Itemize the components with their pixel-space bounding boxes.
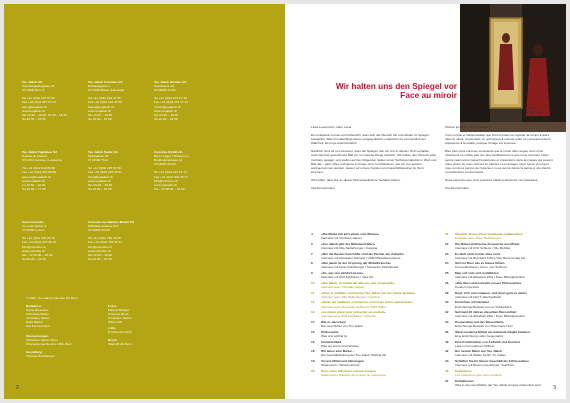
office-line: CH-8000 Zürich	[154, 88, 176, 93]
toc-page-number: 36	[445, 329, 449, 334]
office-line: Mo – Fr 09.00 – 18.30	[22, 252, 53, 257]
office-name: Teo Jakob AG	[22, 80, 43, 84]
credit-heading: Übersetzungen	[26, 334, 49, 338]
toc-item	[445, 271, 555, 279]
toc-subtitle: Interview avec Alexander Schlund / USM Haller	[321, 304, 386, 309]
credit-heading: Litho	[108, 326, 116, 330]
toc-item	[445, 340, 555, 348]
toc-page-number: 34	[445, 320, 449, 325]
office-line: www.colombo.ch	[88, 248, 112, 253]
toc-subtitle: Interview mit Alexander Schlund / USM Möbelbausysteme	[321, 255, 401, 260]
toc-page-number: 11	[311, 290, 315, 295]
toc-item	[311, 340, 439, 348]
toc-text	[321, 320, 363, 328]
office-line: www.teojakob.ch	[88, 108, 112, 113]
intro-paragraph: Natürlich sind wir uns bewusst, dass der Spiegel, den wir uns in diesem Heft vorhalten, auch das hier gezeichnete Bild vor so manche Dinge verkehrt. Wir haben den Versuch aber trotzdem gewagt, und stellen auf den folgenden Seiten unser Selbstverständnis in Wort und Bild dar – ganz offen und gerne in Frage. Uns zu reflektieren, wie wir von aussen wahrgenommen werden, lassen wir unsere Kunden und Geschäftspartner zu Wort kommen.	[311, 149, 437, 174]
office-name: Teo Jakob Hächler AG	[154, 80, 187, 84]
toc-item	[445, 291, 555, 299]
toc-title: Der neuste Mann aus Teo Jakob	[455, 349, 503, 354]
office-line: Fax +41 (0)33 225 50 51	[88, 170, 122, 175]
toc-subtitle: Komoedienhaus / Innen, von Schlund	[455, 265, 507, 270]
toc-text	[321, 232, 379, 240]
intro-paragraph: Chères lectrices, chers lecteurs	[445, 125, 489, 129]
toc-item	[311, 369, 439, 377]
office-line: Fax +41 (0)61 622 31 56	[88, 100, 122, 105]
office-line: Sa 10.00 – 16.00	[154, 116, 178, 121]
office-name: Teo Jakob Tagliabue SA	[22, 150, 58, 154]
office-line: thun@teojakob.ch	[88, 174, 113, 179]
toc-title: «Le mieux placé pour présenter un produit»	[321, 310, 386, 315]
toc-title: «Pour le mobilier, l'entreprise Teo Jakob est une valeur ajoutée»	[321, 290, 416, 295]
credit-line: Willy Lüthi	[108, 320, 123, 325]
office-line: Tel +41 (0)31 327 57 00	[22, 96, 55, 101]
office-line: Büro / Lager / Showroom	[154, 154, 189, 159]
toc-subtitle: Statements / Teilnehmerfeld	[321, 363, 360, 368]
credit-line: Erika Bieber	[26, 320, 43, 325]
toc-item	[311, 261, 439, 269]
headline	[307, 82, 457, 101]
toc-subtitle: Les collections que nous vendons	[455, 373, 502, 378]
toc-page-number: 10	[311, 280, 315, 285]
toc-item	[311, 232, 439, 240]
toc-item	[445, 261, 555, 269]
credit-line: Übersetzungs-Service UBS, Bern	[26, 342, 72, 347]
toc-title: Einrichten mit Herzblut	[455, 300, 489, 305]
credit-line: Christiane Sieber	[26, 316, 50, 321]
office-line: Sa 10.00 – 16.00	[88, 256, 112, 261]
toc-subtitle: Leben mit modernen Möbeln	[455, 343, 495, 348]
toc-title: «Nur jakob ist der Ursprung der Möbelbranche»	[321, 261, 392, 266]
toc-item	[445, 330, 555, 338]
intro-paragraph: Il est normal et indispensable que l'être humain se regarde de temps à autre dans le miroir. Cependant, ce qu'il aperçoit comme reflet ne correspond qu'en apparence à la réalité, puisque l'image est inversée.	[445, 133, 552, 146]
toc-subtitle: Interview mit Bernhard Kühnl / Der Bund Verlag AG	[455, 255, 526, 260]
toc-title: «Die Marke hat jetzt etwas zum Wirken»	[321, 232, 380, 236]
toc-text	[455, 261, 506, 269]
toc-subtitle: Was uns wichtig ist	[321, 333, 348, 338]
caption-line: Echiverre mirad	[525, 114, 547, 118]
office-line: Sa 10.00 – 17.00	[22, 186, 46, 191]
office-address-block	[154, 150, 214, 191]
credit-line: Thomas Rohlsberger	[26, 354, 55, 359]
toc-subtitle: Interview mit Peter Rohlsberger / Schweizer Möbelbeirat	[321, 265, 399, 270]
toc-text	[321, 310, 385, 318]
toc-item	[311, 330, 439, 338]
office-line: Mo 13.30 – 18.30	[88, 112, 113, 117]
toc-subtitle: Statements / Rapport de ce que l'on représente	[321, 373, 386, 378]
toc-text	[455, 310, 525, 318]
toc-title: Die Möbel stellt keine Ansprüche ans Möbel	[455, 241, 520, 246]
toc-title: «Teo Jakob gibt der Möbelwelt Wert»	[321, 241, 376, 246]
office-line: Sa 09.00 – 16.00	[22, 256, 46, 261]
credit-line: Markus Bürgler	[108, 308, 129, 313]
office-line: Seestrasse 18	[154, 84, 174, 89]
toc-subtitle: Interview mit Walter Spühl, St. Gallen	[455, 353, 507, 358]
office-line: CH-1211 Genève / Lausanne	[22, 158, 63, 163]
office-line: Spitalgasse 40	[88, 154, 109, 159]
toc-item	[311, 242, 439, 250]
toc-text	[455, 330, 530, 338]
toc-page-number: 47	[445, 378, 449, 383]
credit-line: Sylvia Baumann	[26, 308, 49, 313]
office-line: www.colombo.ch	[154, 182, 178, 187]
toc-text	[321, 261, 398, 269]
toc-title: Wie es dazu kam	[321, 320, 346, 325]
toc-left	[311, 232, 439, 379]
toc-subtitle: Interview mit Elisabeth Zilliq / Pneu Bildungsinstitut	[455, 314, 525, 319]
office-line: Mo 13.30 – 18.30	[88, 252, 113, 257]
toc-title: «Nur jakob, so haben wir alle uns das vorgestellt»	[321, 280, 395, 285]
toc-text	[321, 281, 394, 289]
office-line: Sihlhaldenstrasse 214	[88, 224, 119, 229]
toc-text	[455, 369, 501, 377]
toc-page-number: 30	[445, 300, 449, 305]
toc-page-number: 15	[311, 329, 315, 334]
toc-item	[445, 320, 555, 328]
toc-page-number: 6	[311, 241, 313, 246]
credit-block	[26, 350, 55, 358]
office-line: Fax +41 (0)31 327 57 01	[22, 100, 56, 105]
photo-woman-mirror	[460, 4, 566, 132]
toc-subtitle: Was in den Geschäften der Teo Jakob Gruppe präsentiert wird	[455, 382, 541, 387]
toc-text	[321, 340, 359, 348]
intro-paragraph: Bien plus nous sommes conscients que le miroir dans lequel nous nous observons ne reflète pas non plus parfaitement ce que nous sommes. Nous avons néanmoins risqué l'expérience et présentons dans les pages qui suivent notre vision de nous-mêmes en paroles et en images. Pour savoir comment nous sommes perçus de l'extérieur, nous avons donné la parole à nos clients et partenaires commerciaux.	[445, 149, 553, 174]
office-line: www.teojakob.ch	[88, 178, 112, 183]
toc-page-number: 23	[445, 251, 449, 256]
toc-text	[321, 242, 377, 250]
office-line: Mo 13.30 – 18.30, 12.30 – 18.30	[22, 112, 67, 117]
headline-de: Wir halten uns den Spiegel vor	[335, 81, 457, 91]
credit-line: Franziska Martin	[26, 312, 49, 317]
toc-page-number: 20	[311, 368, 315, 373]
toc-text	[455, 252, 525, 260]
toc-subtitle: Interview avec Rita Sattlerberger / Cassina	[321, 294, 380, 299]
office-line: bern@teojakob.ch	[22, 104, 48, 109]
toc-text	[455, 340, 520, 348]
toc-page-number: 14	[311, 320, 315, 325]
toc-item	[445, 379, 555, 387]
toc-item	[445, 310, 555, 318]
office-line: info@colombo.ch	[22, 244, 46, 249]
toc-item	[311, 310, 439, 318]
office-line: Tel +41 (0)44 272 17 30	[154, 96, 187, 101]
office-address-block	[22, 80, 82, 121]
toc-text	[455, 232, 523, 240]
caption-line: Spiegel KYO	[525, 110, 543, 114]
toc-page-number: 8	[311, 261, 313, 266]
toc-item	[445, 349, 555, 357]
office-line: www.colombo.ch	[22, 248, 46, 253]
toc-text	[321, 252, 404, 260]
toc-title: «Nur die Besten Geschäfte sind die Partner der Zukunft»	[321, 251, 405, 256]
office-line: Tel +41 (0)41 220 26 18	[22, 236, 55, 241]
office-line: www.teojakob.ch	[22, 108, 46, 113]
office-address-block	[22, 150, 82, 191]
toc-subtitle: Die Geschichte von Teo Jakob	[321, 324, 363, 329]
toc-subtitle: Interview mit Fritz Schlerer / Die Mobilier	[455, 245, 511, 250]
toc-text	[321, 349, 386, 357]
office-name: Teo Jakob Spahr AG	[88, 150, 119, 154]
toc-item	[445, 242, 555, 250]
toc-subtitle: Interview mit Nell T. Wechselbach	[455, 294, 502, 299]
toc-page-number: 4	[311, 232, 313, 236]
office-line: Gerechtigkeitsgasse 23	[22, 84, 55, 89]
toc-item	[445, 359, 555, 367]
toc-title: «Seuls les meilleurs commerces seront les futurs partenaires»	[321, 300, 413, 305]
toc-item	[311, 291, 439, 299]
office-line: info@colombo.ch	[88, 244, 112, 249]
office-line: CH-3000 Basel (Lakeside)	[88, 88, 125, 93]
toc-page-number: 21	[445, 232, 449, 236]
page-number-right: 3	[553, 385, 556, 391]
toc-title: Kollektionen	[455, 378, 474, 383]
toc-text	[455, 379, 540, 387]
credit-line: Susanne Brodt	[108, 312, 129, 317]
office-line: info@colombo.ch	[154, 178, 178, 183]
credit-line: Stämpfli AG Bern	[108, 342, 132, 347]
credit-heading: Gestaltung	[26, 350, 43, 354]
office-line: Fax +41 (0)44 272 17 31	[154, 100, 188, 105]
toc-item	[445, 369, 555, 377]
office-line: Mo 13.30 – 18.30	[88, 182, 113, 187]
toc-subtitle: Kunden Interview	[455, 285, 479, 289]
toc-subtitle: Einrichtungs-Beispiel von Liv Schlepbach	[455, 304, 512, 309]
toc-item	[311, 359, 439, 367]
toc-text	[321, 359, 364, 367]
office-line: 8 place du Molard	[22, 154, 47, 159]
toc-title: «So, wer uns wirklich kennt»	[321, 271, 364, 276]
office-line: Tel +41 (0)33 225 50 50	[88, 166, 121, 171]
office-name: Casa Colombo	[22, 220, 44, 224]
toc-text	[455, 349, 506, 357]
toc-subtitle: Was wir sind und anstreben	[321, 343, 360, 348]
toc-page-number: 12	[311, 300, 315, 305]
office-line: Tél +41 (0)22 810 89 88	[22, 166, 56, 171]
intro-paragraph: Liebe Leserinnen, liebe Leser	[311, 125, 352, 129]
office-line: CH-8000 Zürich	[154, 162, 176, 167]
office-line: Im Laufenacher 4	[22, 224, 47, 229]
caption-line: Trésbier	[525, 106, 537, 110]
office-name: Colombo Mobili AG	[154, 150, 183, 154]
toc-item	[311, 271, 439, 279]
toc-page-number: 7	[311, 251, 313, 256]
toc-title: Nous nous affirmons comme marque	[321, 368, 376, 373]
intro-paragraph: Uta Zimmermann	[445, 186, 469, 191]
toc-page-number: 16	[311, 339, 315, 344]
toc-page-number: 26	[445, 280, 449, 285]
credit-block	[108, 338, 132, 346]
office-line: Lu 13.30 – 18.30	[22, 182, 46, 187]
office-address-block	[88, 80, 148, 121]
office-name: Colombo bei Hächler Mobili AG	[88, 220, 135, 224]
toc-title: Man soll sich sich wohlfühlen	[455, 271, 499, 276]
toc-title: Wenn moderne Möbel ein Gebäude-Objekt beleben	[455, 329, 530, 334]
office-line: www.teojakob.ch	[22, 178, 46, 183]
toc-subtitle: Interview mit Christian Jaquet	[321, 236, 362, 241]
copyright-line: © 2007, Teo Jakob Colombo AG Bern	[26, 296, 78, 300]
office-line: CH-6000 Luzern	[22, 228, 45, 233]
office-address-block	[154, 80, 214, 121]
toc-subtitle: Die Geschäftsleitung der Teo Jakob Holding AG	[321, 353, 387, 358]
toc-title: «Das Büro unterstreicht unsere Philosophie»	[455, 280, 522, 285]
toc-item	[445, 281, 555, 289]
headline-fr: Face au miroir	[400, 90, 457, 101]
toc-subtitle: Interview mit Rolf Fehlbaum / Vitra AG	[321, 275, 374, 280]
page-number-left: 2	[16, 385, 19, 391]
toc-page-number: 18	[311, 349, 315, 354]
office-line: Mo 13.30 – 18.30	[154, 112, 179, 117]
toc-item	[311, 300, 439, 308]
toc-title: Es läuft nicht immer alles rund	[455, 251, 501, 256]
toc-text	[455, 291, 527, 299]
toc-title: Collections	[455, 368, 472, 373]
toc-text	[321, 369, 386, 377]
office-line: Fax +41 (0)41 220 26 19	[22, 240, 56, 245]
toc-text	[455, 300, 512, 308]
office-line: Fax +41 (0)22 810 89 89	[22, 170, 56, 175]
office-line: Sa 10.00 – 16.00	[88, 116, 112, 121]
toc-title: Philosophie	[321, 329, 339, 334]
office-address-block	[88, 150, 148, 191]
credit-heading: Redaktion	[26, 304, 41, 308]
toc-page-number: 19	[311, 359, 315, 364]
toc-page-number: 9	[311, 271, 313, 276]
office-line: Sa 10.00 – 16.00	[22, 116, 46, 121]
toc-page-number: 24	[445, 261, 449, 266]
toc-title: Schaffen Sie Ihr Neues Geschäft als Schlüsselbau	[455, 359, 529, 364]
credit-line: Christiane Sieber	[108, 316, 132, 321]
toc-right	[445, 232, 555, 389]
toc-page-number: 46	[445, 368, 449, 373]
toc-item	[311, 281, 439, 289]
toc-title: Seit bald 20 Jahren dieselben Bürostühle!	[455, 310, 517, 315]
office-line: www.teojakob.ch	[154, 108, 178, 113]
credit-line: Uta Zimmermann	[26, 324, 50, 329]
office-line: Tel +41 (0)61 622 31 55	[88, 96, 121, 101]
toc-text	[455, 242, 519, 250]
toc-text	[321, 330, 347, 338]
toc-subtitle: Einrichtungs-Beispiel von Rosemarie Horn	[455, 324, 514, 329]
toc-subtitle: Interview avec Christian Jaquet	[321, 285, 364, 289]
toc-title: Unsere Mittel und Zeitzeugen	[321, 359, 364, 364]
toc-page-number: 40	[445, 339, 449, 344]
toc-subtitle: Entretien avec Peter Rohlsberger	[455, 236, 501, 241]
office-line: CH-8000 Zürich	[88, 228, 110, 233]
toc-text	[455, 271, 525, 279]
toc-page-number: 32	[445, 310, 449, 315]
office-line: basel@teojakob.ch	[88, 104, 115, 109]
intro-paragraph: Uta Zimmermann	[311, 186, 335, 191]
credit-block	[26, 334, 72, 346]
toc-title: Firmenleitbild	[321, 339, 342, 344]
toc-item	[311, 320, 439, 328]
office-line: Fax +41 (0)41 922 25 27	[154, 174, 188, 179]
toc-page-number: 42	[445, 349, 449, 354]
toc-page-number: 25	[445, 271, 449, 276]
intro-fr	[445, 125, 553, 194]
office-line: zurich@teojakob.ch	[154, 104, 182, 109]
toc-title: Kopf, sich und schauen, und dann geht es weiter	[455, 290, 528, 295]
office-line: Mo – Fr 08.00 – 12.00	[154, 186, 185, 191]
office-line: Tel +41 (0)41 762 40 20	[88, 236, 121, 241]
intro-paragraph: Nous espérons que vous prendrez plaisir à découvrir cet instantané.	[445, 177, 539, 182]
toc-text	[321, 300, 413, 308]
toc-item	[311, 349, 439, 357]
toc-text	[455, 359, 529, 367]
credit-line: Prolitho AG Worb	[108, 330, 132, 335]
toc-subtitle: Interview mit Elisabeth Zilliq / Pneu Bildungsinstitut	[455, 275, 525, 280]
intro-paragraph: Es ist absolut normal und hoffentlich, dass sich der Mensch hin und wieder im Spiegel betrachtet. Was ihm allerdings davon entgegenblickt, entspricht nur vermeintlich der Wahrheit. Es ist ja seitenverkehrt!	[311, 133, 429, 146]
office-line: CH-3000 Bern 8	[22, 88, 45, 93]
toc-subtitle: Interview mit Rita Sattlerberger / Cassina	[321, 245, 378, 250]
office-line: CH-3000 Thun	[88, 158, 109, 163]
toc-text	[321, 291, 415, 299]
credit-block	[108, 326, 132, 334]
magazine-spread	[4, 4, 566, 399]
toc-item	[445, 252, 555, 260]
intro-paragraph: Wir hoffen, dass Sie an dieser Momentaufnahme Gefallen finden.	[311, 177, 401, 182]
toc-title: Eine Kombination von Ästhetik und Komfort	[455, 339, 521, 344]
office-address-block	[88, 220, 148, 261]
toc-subtitle: Interview avec Rolf Fehlbaum / Vitra AG	[321, 314, 376, 319]
toc-item	[445, 300, 555, 308]
office-address-block	[22, 220, 82, 261]
office-name: Teo Jakob Colombo AG	[88, 80, 123, 84]
toc-subtitle: Eine Einrichtung voller Gegensätze	[455, 333, 504, 338]
intro-de	[311, 125, 437, 194]
toc-text	[321, 271, 373, 279]
toc-title: Kooperation auf das Wesentliche	[455, 320, 504, 325]
toc-title: Sich im Büro wie zu Hause fühlen	[455, 261, 505, 266]
photo-caption	[525, 106, 546, 118]
mirror-photo-graphic	[460, 4, 566, 132]
credit-line: Christiane Sieber, Bern	[26, 338, 58, 343]
toc-page-number: 13	[311, 310, 315, 315]
office-line: Fax +41 (0)41 762 40 21	[88, 240, 122, 245]
toc-page-number: 22	[445, 241, 449, 246]
toc-page-number: 28	[445, 290, 449, 295]
toc-text	[455, 320, 513, 328]
credit-heading: Fotos	[108, 304, 117, 308]
toc-title: Wir leben eine Marke…	[321, 349, 355, 354]
credit-heading: Druck	[108, 338, 117, 342]
office-line: geneve@teojakob.ch	[22, 174, 52, 179]
office-line: Dreilindenstrasse 41	[154, 158, 183, 163]
toc-title: Überlick 40 ans d'une excellente collaboration	[455, 232, 523, 236]
toc-text	[455, 281, 521, 289]
toc-page-number: 44	[445, 359, 449, 364]
office-line: Sa 10.00 – 16.00	[88, 186, 112, 191]
right-page	[285, 4, 566, 399]
toc-item	[445, 232, 555, 240]
toc-item	[311, 252, 439, 260]
office-line: Rathausgasse 1	[88, 84, 111, 89]
toc-subtitle: Interview mit Beat Loosenberger, Solothurn	[455, 363, 515, 368]
credit-block	[108, 304, 132, 324]
credit-block	[26, 304, 50, 329]
office-line: Tel +41 (0)41 921 14 14	[154, 170, 187, 175]
